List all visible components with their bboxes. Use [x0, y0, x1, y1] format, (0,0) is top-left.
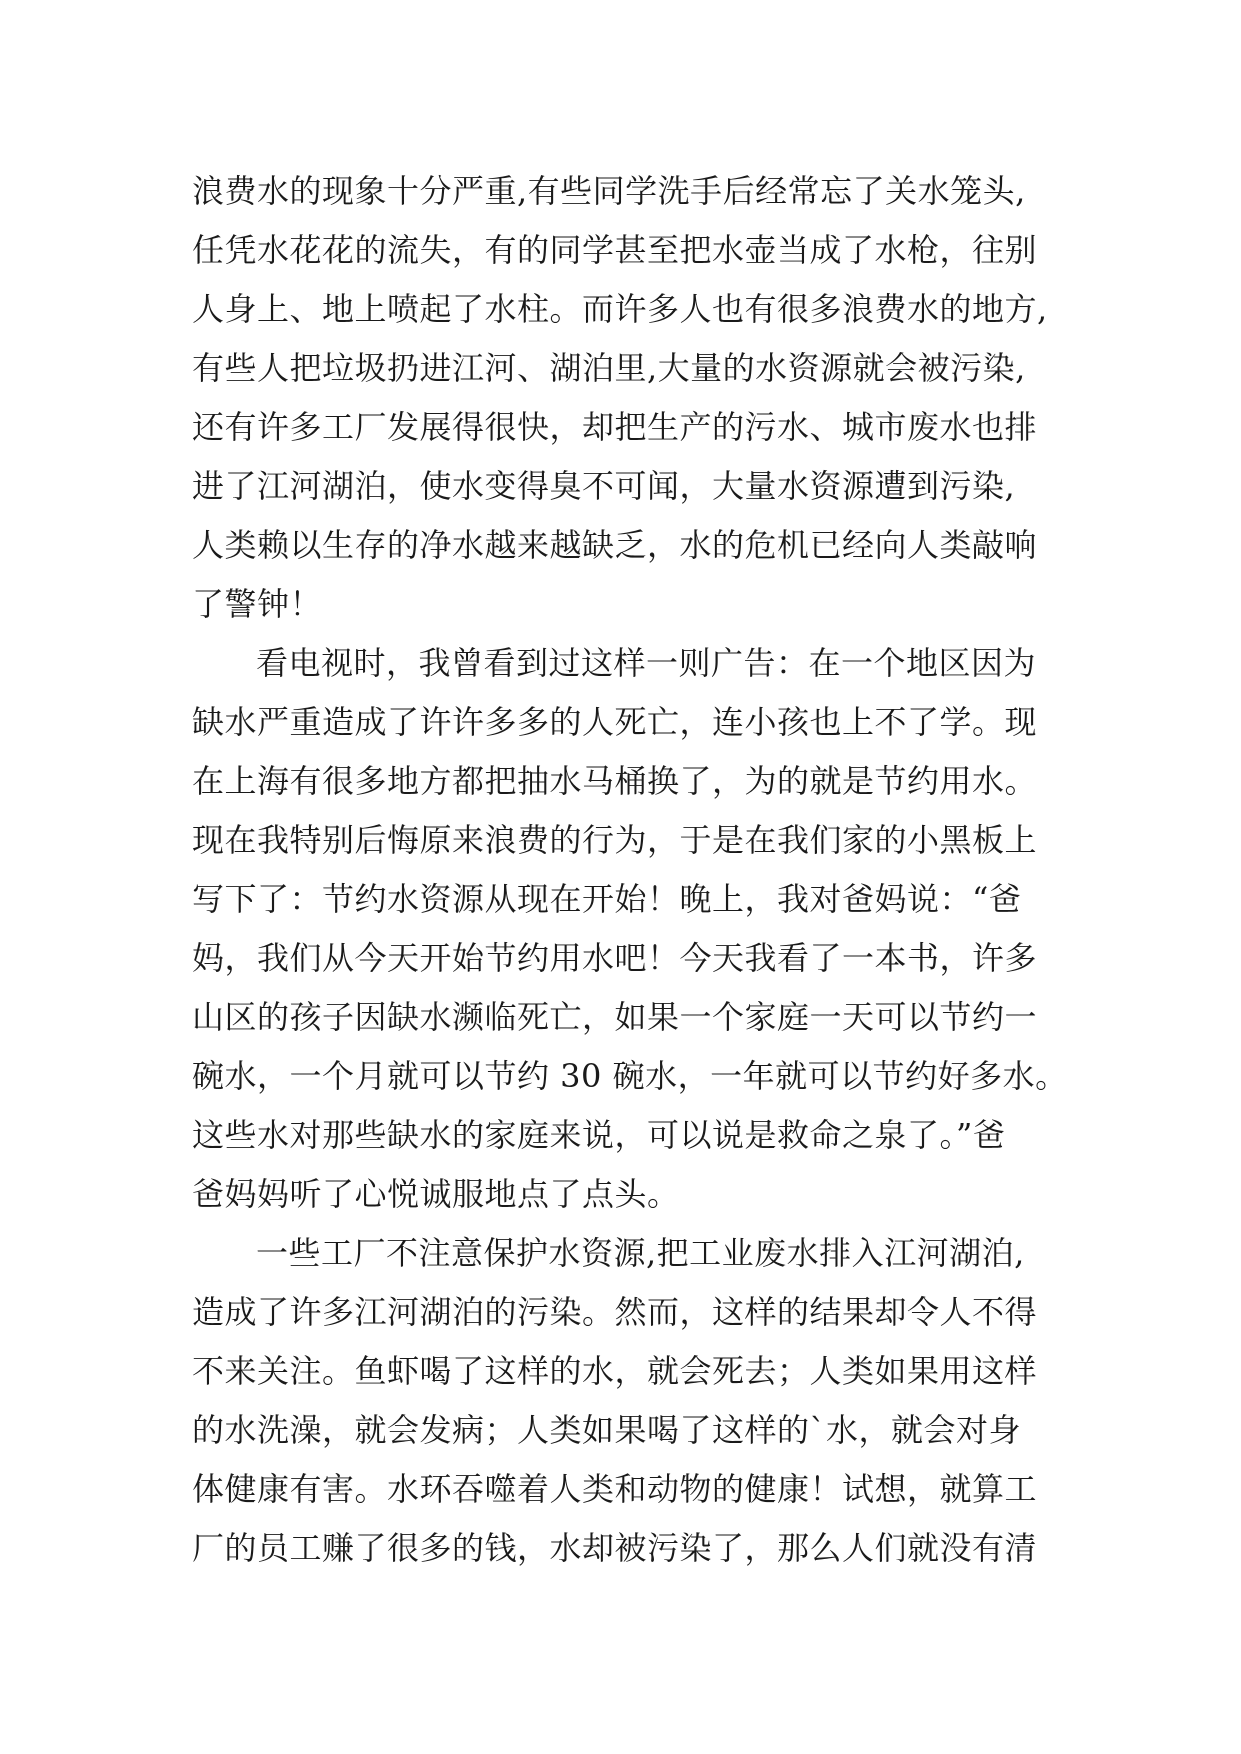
text-line: 造成了许多江河湖泊的污染。然而，这样的结果却令人不得 [192, 1293, 1038, 1331]
text-line: 体健康有害。水环吞噬着人类和动物的健康！试想，就算工 [192, 1470, 1038, 1508]
text-line: 爸妈妈听了心悦诚服地点了点头。 [192, 1175, 680, 1213]
text-line: 的水洗澡，就会发病；人类如果喝了这样的`水，就会对身 [192, 1411, 1022, 1449]
text-line: 进了江河湖泊，使水变得臭不可闻，大量水资源遭到污染, [192, 467, 1016, 505]
text-line: 浪费水的现象十分严重,有些同学洗手后经常忘了关水笼头, [192, 172, 1026, 210]
body-text [192, 162, 1092, 1578]
text-line: 这些水对那些缺水的家庭来说，可以说是救命之泉了。”爸 [192, 1116, 1006, 1154]
text-line: 碗水，一个月就可以节约 30 碗水，一年就可以节约好多水。 [192, 1057, 1068, 1095]
text-line: 了警钟！ [192, 585, 323, 623]
text-line: 任凭水花花的流失，有的同学甚至把水壶当成了水枪，往别 [192, 231, 1038, 269]
text-line: 写下了：节约水资源从现在开始！晚上，我对爸妈说：“爸 [192, 880, 1022, 918]
paragraph-first-line: 一些工厂不注意保护水资源,把工业废水排入江河湖泊, [256, 1234, 1025, 1272]
paragraph-first-line: 看电视时，我曾看到过这样一则广告：在一个地区因为 [256, 644, 1037, 682]
text-line: 有些人把垃圾扔进江河、湖泊里,大量的水资源就会被污染, [192, 349, 1026, 387]
text-line: 人类赖以生存的净水越来越缺乏，水的危机已经向人类敲响 [192, 526, 1038, 564]
text-line: 现在我特别后悔原来浪费的行为，于是在我们家的小黑板上 [192, 821, 1038, 859]
text-line: 不来关注。鱼虾喝了这样的水，就会死去；人类如果用这样 [192, 1352, 1038, 1390]
text-line: 厂的员工赚了很多的钱，水却被污染了，那么人们就没有清 [192, 1529, 1038, 1567]
text-line: 妈，我们从今天开始节约用水吧！今天我看了一本书，许多 [192, 939, 1038, 977]
text-line: 在上海有很多地方都把抽水马桶换了，为的就是节约用水。 [192, 762, 1038, 800]
text-line: 还有许多工厂发展得很快，却把生产的污水、城市废水也排 [192, 408, 1038, 446]
text-line: 山区的孩子因缺水濒临死亡，如果一个家庭一天可以节约一 [192, 998, 1038, 1036]
text-line: 人身上、地上喷起了水柱。而许多人也有很多浪费水的地方, [192, 290, 1048, 328]
text-line: 缺水严重造成了许许多多的人死亡，连小孩也上不了学。现 [192, 703, 1038, 741]
